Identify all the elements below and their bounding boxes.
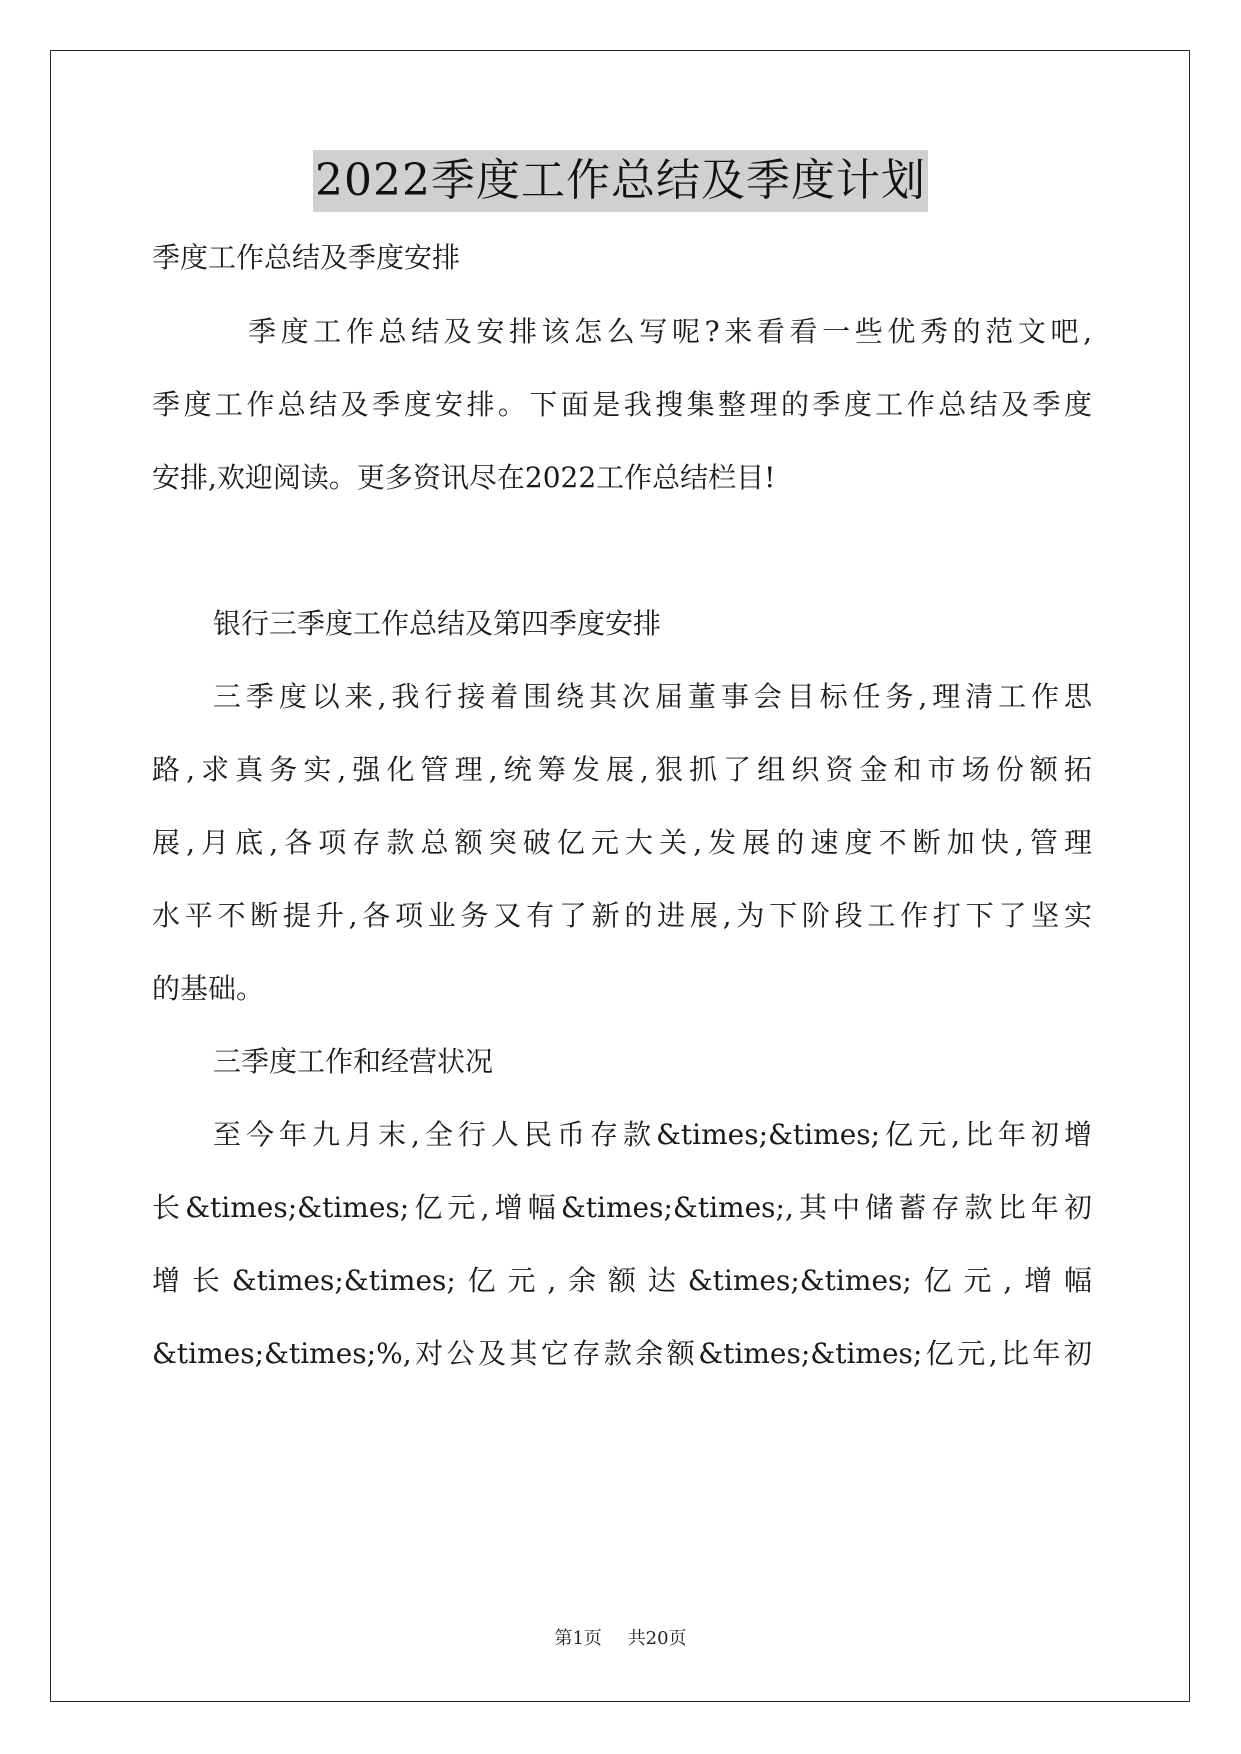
paragraph-line: 三季度以来,我行接着围绕其次届董事会目标任务,理清工作思 xyxy=(213,680,1092,713)
paragraph-line: 的基础。 xyxy=(152,972,265,1005)
page-number: 第1页 xyxy=(554,1628,602,1649)
paragraph-line: 至今年九月末,全行人民币存款&times;&times;亿元,比年初增 xyxy=(213,1118,1092,1151)
paragraph-line: 水平不断提升,各项业务又有了新的进展,为下阶段工作打下了坚实 xyxy=(152,899,1092,932)
paragraph-line: 季度工作总结及安排该怎么写呢?来看看一些优秀的范文吧, xyxy=(248,315,1092,348)
page-border xyxy=(50,50,1190,1702)
paragraph-line: 展,月底,各项存款总额突破亿元大关,发展的速度不断加快,管理 xyxy=(152,826,1092,859)
section-heading: 银行三季度工作总结及第四季度安排 xyxy=(213,607,662,640)
document-title: 2022季度工作总结及季度计划 xyxy=(313,150,928,212)
page-footer xyxy=(0,1627,1241,1651)
paragraph-line: 增长&times;&times;亿元,余额达&times;&times;亿元,增幅 xyxy=(152,1264,1092,1297)
page-total: 共20页 xyxy=(627,1628,687,1649)
subtitle: 季度工作总结及季度安排 xyxy=(152,241,461,274)
paragraph-line: &times;&times;%,对公及其它存款余额&times;&times;亿元,比年初 xyxy=(152,1337,1092,1370)
title-container xyxy=(0,150,1241,212)
paragraph-line: 路,求真务实,强化管理,统筹发展,狠抓了组织资金和市场份额拓 xyxy=(152,753,1092,786)
section-heading: 三季度工作和经营状况 xyxy=(213,1045,494,1078)
paragraph-line: 安排,欢迎阅读。更多资讯尽在2022工作总结栏目! xyxy=(152,461,776,494)
paragraph-line: 季度工作总结及季度安排。下面是我搜集整理的季度工作总结及季度 xyxy=(152,388,1092,421)
paragraph-line: 长&times;&times;亿元,增幅&times;&times;,其中储蓄存款比年初 xyxy=(152,1191,1092,1224)
